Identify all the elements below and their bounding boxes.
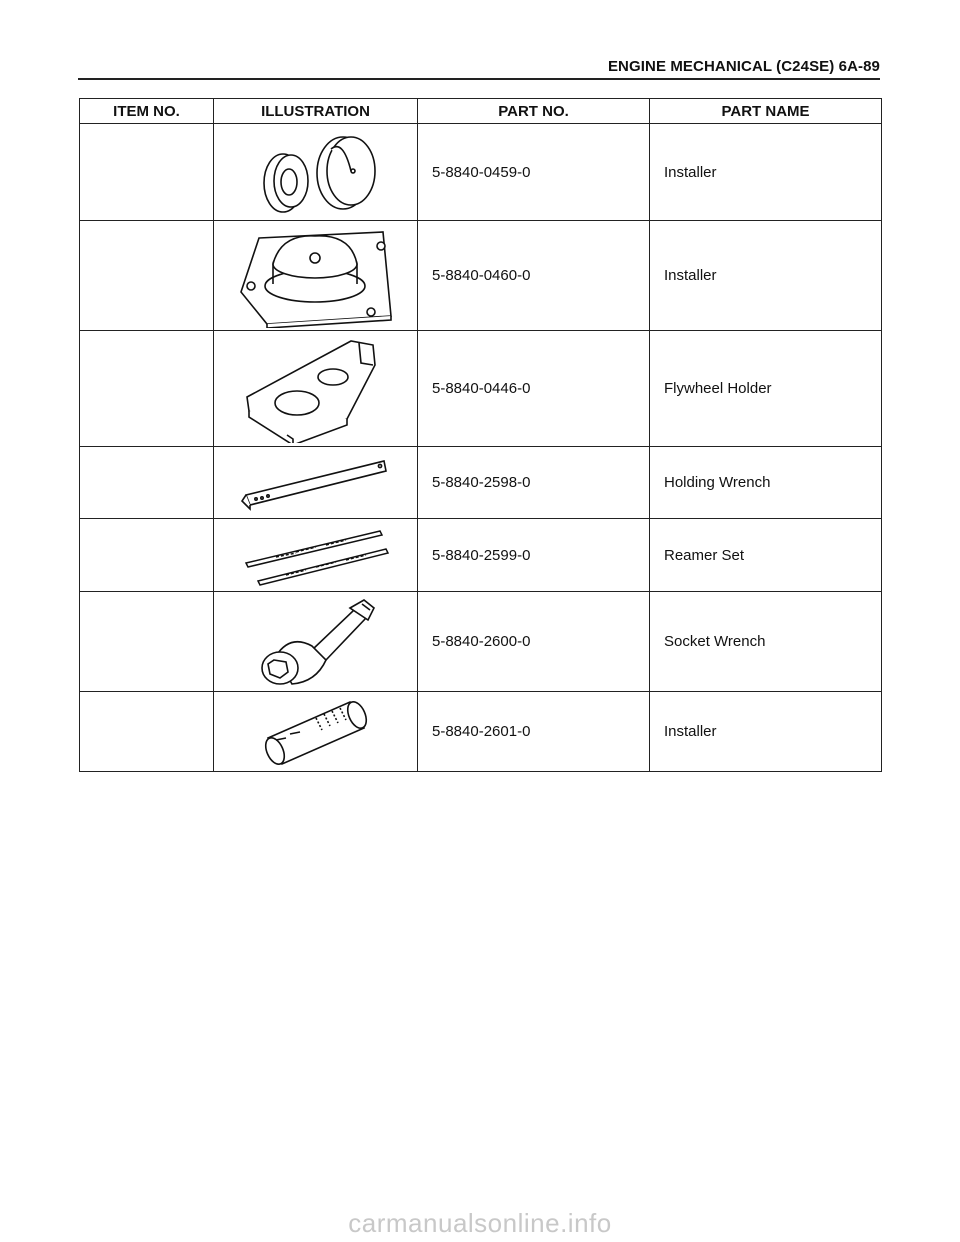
table-row — [80, 124, 882, 221]
column-header-item-no: ITEM NO. — [80, 99, 214, 124]
column-header-part-name: PART NAME — [650, 99, 882, 124]
table-header-row — [80, 99, 882, 124]
table-row — [80, 592, 882, 692]
part-name-cell: Reamer Set — [650, 519, 882, 592]
page-header — [78, 58, 880, 80]
part-name-cell: Installer — [650, 221, 882, 331]
column-header-part-no: PART NO. — [418, 99, 650, 124]
illustration-cell — [214, 692, 418, 772]
item-no-cell — [80, 447, 214, 519]
illustration-cell — [214, 331, 418, 447]
illustration-cell — [214, 519, 418, 592]
reamer-set-illustration — [236, 523, 396, 587]
item-no-cell — [80, 331, 214, 447]
item-no-cell — [80, 692, 214, 772]
table-row — [80, 692, 882, 772]
table-row — [80, 447, 882, 519]
part-name-cell: Flywheel Holder — [650, 331, 882, 447]
part-no-cell: 5-8840-2601-0 — [418, 692, 650, 772]
special-tools-table — [79, 98, 882, 772]
table-row — [80, 221, 882, 331]
item-no-cell — [80, 124, 214, 221]
watermark: carmanualsonline.info — [348, 1208, 612, 1238]
illustration-cell — [214, 221, 418, 331]
item-no-cell — [80, 221, 214, 331]
part-no-cell: 5-8840-2599-0 — [418, 519, 650, 592]
part-no-cell: 5-8840-0460-0 — [418, 221, 650, 331]
flywheel-holder-illustration — [241, 335, 391, 443]
installer-plate-illustration — [231, 224, 401, 328]
installer-sleeve-illustration — [246, 694, 386, 770]
page-title: ENGINE MECHANICAL (C24SE) 6A-89 — [607, 58, 880, 75]
part-no-cell: 5-8840-0446-0 — [418, 331, 650, 447]
table-row — [80, 519, 882, 592]
illustration-cell — [214, 124, 418, 221]
part-no-cell: 5-8840-2598-0 — [418, 447, 650, 519]
illustration-cell — [214, 447, 418, 519]
holding-wrench-illustration — [236, 453, 396, 513]
illustration-cell — [214, 592, 418, 692]
installer-rings-illustration — [251, 129, 381, 215]
column-header-illustration: ILLUSTRATION — [214, 99, 418, 124]
part-name-cell: Holding Wrench — [650, 447, 882, 519]
part-name-cell: Socket Wrench — [650, 592, 882, 692]
item-no-cell — [80, 592, 214, 692]
part-name-cell: Installer — [650, 124, 882, 221]
part-no-cell: 5-8840-0459-0 — [418, 124, 650, 221]
socket-wrench-illustration — [246, 596, 386, 688]
table-row — [80, 331, 882, 447]
part-no-cell: 5-8840-2600-0 — [418, 592, 650, 692]
item-no-cell — [80, 519, 214, 592]
part-name-cell: Installer — [650, 692, 882, 772]
